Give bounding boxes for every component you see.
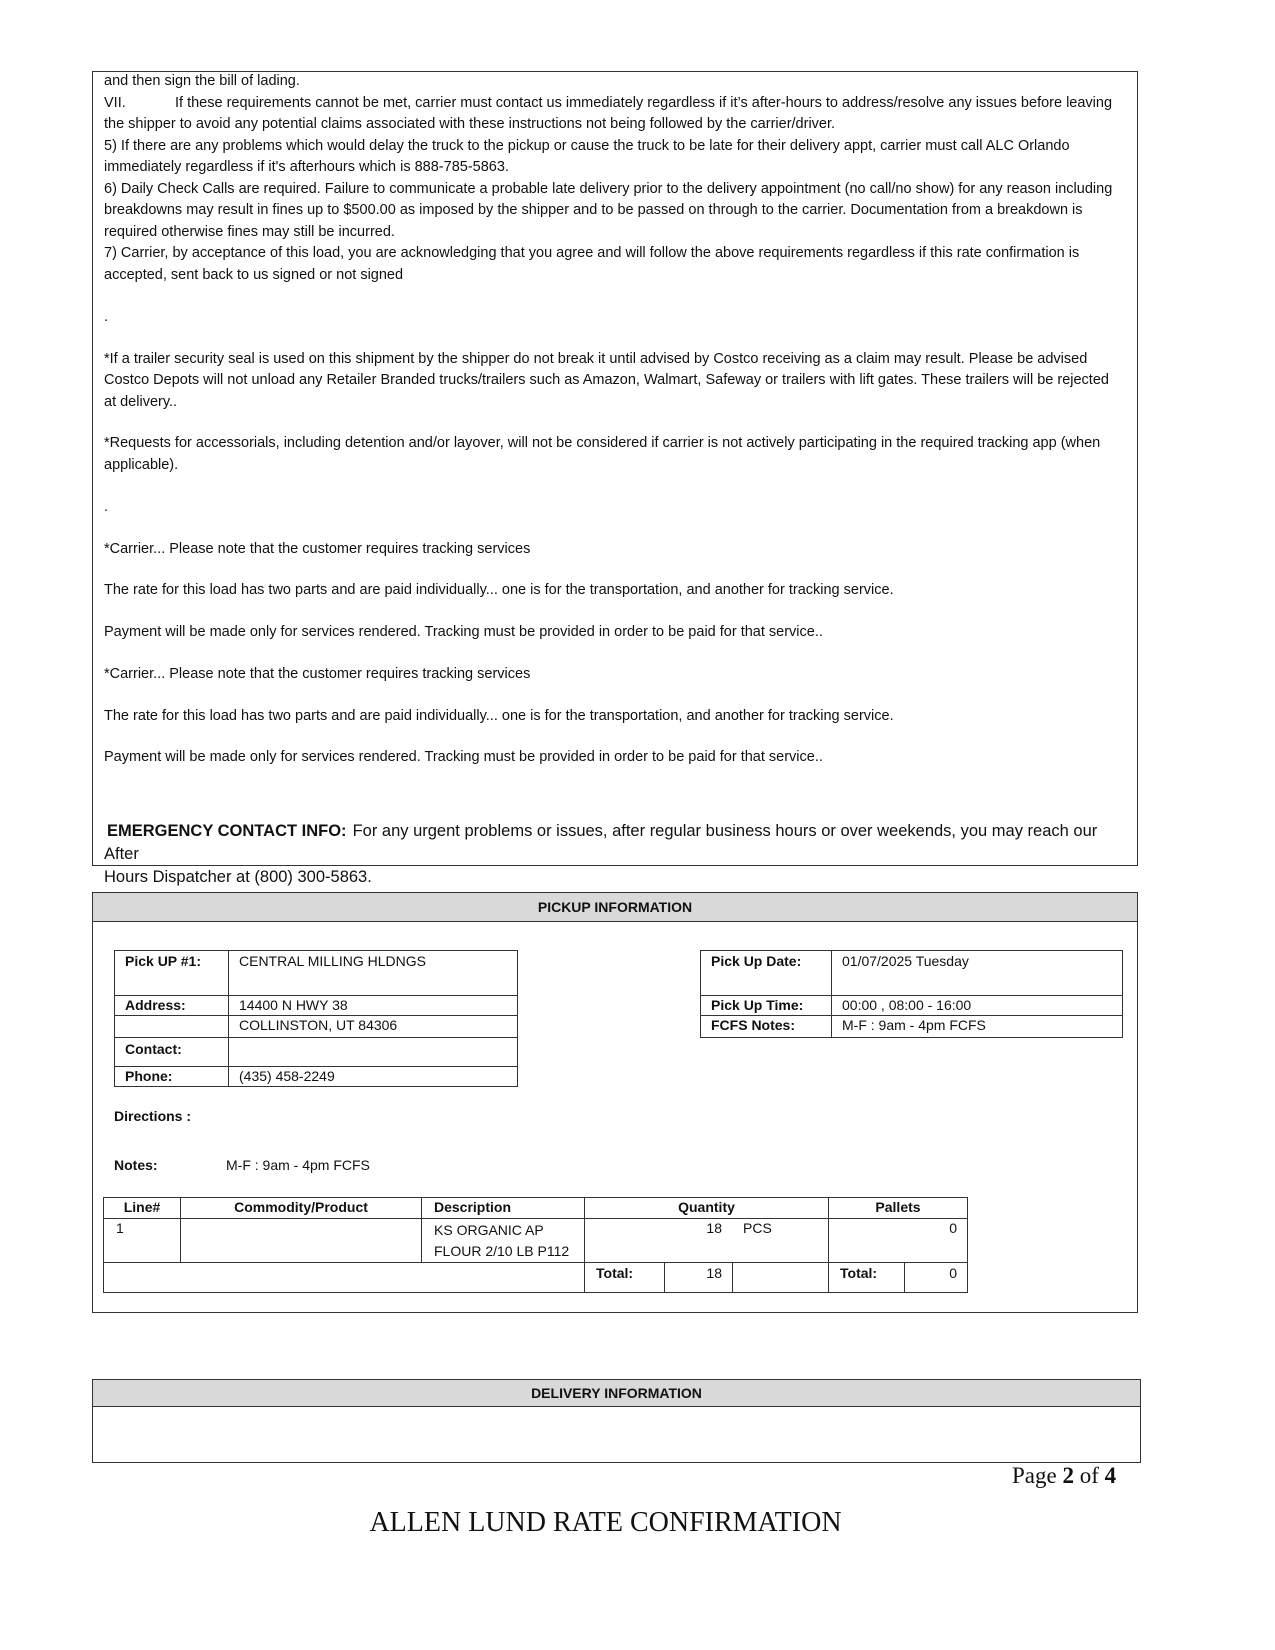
fcfs-notes-label: FCFS Notes:	[700, 1015, 832, 1038]
terms-line: 6) Daily Check Calls are required. Failure to communicate a probable late delivery prior to the delivery appointment (no call/no show) for any reason including	[104, 180, 1113, 197]
phone-label: Phone:	[114, 1066, 229, 1087]
emergency-label: EMERGENCY CONTACT INFO:	[107, 822, 347, 840]
col-header-pallets: Pallets	[828, 1197, 968, 1219]
delivery-header: DELIVERY INFORMATION	[93, 1380, 1140, 1407]
emergency-line-2: Hours Dispatcher at (800) 300-5863.	[104, 868, 372, 886]
directions-label: Directions :	[114, 1108, 192, 1124]
terms-line: breakdowns may result in fines up to $500.00 as imposed by the shipper and to be passed on through to the carrier. Documentation from a breakdown is	[104, 202, 1083, 218]
row-description-line-1: KS ORGANIC AP	[434, 1222, 544, 1238]
terms-line: The rate for this load has two parts and are paid individually... one is for the transportation, and another for tracking service.	[104, 707, 894, 724]
terms-line: *Carrier... Please note that the customer requires tracking services	[104, 540, 531, 557]
emergency-text: For any urgent problems or issues, after regular business hours or over weekends, you may reach our After	[104, 822, 1098, 863]
document-title: ALLEN LUND RATE CONFIRMATION	[369, 1507, 842, 1538]
terms-line: Payment will be made only for services rendered. Tracking must be provided in order to be paid for that service..	[104, 623, 823, 640]
address-line-1: 14400 N HWY 38	[228, 995, 518, 1016]
quantity-total-value: 18	[664, 1262, 733, 1293]
pallets-total-label: Total:	[828, 1262, 905, 1293]
terms-line: the shipper to avoid any potential claims associated with these instructions not being followed by the carrier/driver.	[104, 116, 836, 132]
terms-line: *If a trailer security seal is used on this shipment by the shipper do not break it until advised by Costco receiving as a claim may result. Please be advised	[104, 350, 1088, 367]
row-unit: PCS	[743, 1220, 772, 1236]
terms-line: Payment will be made only for services rendered. Tracking must be provided in order to be paid for that service..	[104, 749, 823, 765]
pickup-name: CENTRAL MILLING HLDNGS	[228, 950, 518, 996]
terms-line: *Carrier... Please note that the customer requires tracking services	[104, 666, 531, 682]
quantity-total-label: Total:	[584, 1262, 665, 1293]
page-of: of	[1073, 1463, 1105, 1488]
terms-line: and then sign the bill of lading.	[104, 73, 300, 89]
row-quantity: 18	[706, 1220, 722, 1236]
address-label: Address:	[114, 995, 229, 1016]
page-prefix: Page	[1012, 1463, 1063, 1488]
col-header-commodity: Commodity/Product	[180, 1197, 422, 1219]
terms-vii-number: VII.	[104, 94, 126, 111]
notes-label: Notes:	[114, 1157, 158, 1173]
terms-line: Costco Depots will not unload any Retailer Branded trucks/trailers such as Amazon, Walmart, Safeway or trailers with lift gates. These trailers will be rejected	[104, 372, 1109, 388]
terms-line: immediately regardless if it's afterhours which is 888-785-5863.	[104, 159, 509, 175]
pickup-time-label: Pick Up Time:	[700, 995, 832, 1016]
page-current: 2	[1062, 1463, 1074, 1488]
row-line-number: 1	[103, 1218, 181, 1263]
terms-line: 5) If there are any problems which would delay the truck to the pickup or cause the truck to be late for their delivery appt, carrier must call ALC Orlando	[104, 137, 1070, 154]
terms-line: .	[104, 499, 109, 515]
row-pallets: 0	[828, 1218, 968, 1263]
terms-vii	[104, 93, 1134, 115]
pickup-header: PICKUP INFORMATION	[93, 893, 1137, 922]
emergency-line-1	[104, 820, 1134, 866]
pallets-total-value: 0	[904, 1262, 968, 1293]
col-header-description: Description	[421, 1197, 585, 1219]
terms-vii-text: If these requirements cannot be met, carrier must contact us immediately regardless if it’s after-hours to address/resolve any issues before leaving	[175, 94, 1113, 111]
pickup-date-value: 01/07/2025 Tuesday	[831, 950, 1123, 996]
row-description	[421, 1218, 585, 1263]
address-line-2: COLLINSTON, UT 84306	[228, 1015, 518, 1038]
terms-line: The rate for this load has two parts and are paid individually... one is for the transportation, and another for tracking service.	[104, 582, 894, 598]
col-header-line: Line#	[103, 1197, 181, 1219]
terms-line: .	[104, 309, 109, 325]
pickup-time-value: 00:00 , 08:00 - 16:00	[831, 995, 1123, 1016]
col-header-quantity: Quantity	[584, 1197, 829, 1219]
row-commodity	[180, 1218, 422, 1263]
notes-value: M-F : 9am - 4pm FCFS	[226, 1157, 370, 1173]
emergency-contact	[104, 820, 1134, 889]
totals-row-blank	[103, 1262, 585, 1293]
quantity-total-unit	[732, 1262, 829, 1293]
terms-line: applicable).	[104, 456, 179, 473]
terms-line: *Requests for accessorials, including detention and/or layover, will not be considered if carrier is not actively participating in the required tracking app (when	[104, 435, 1101, 451]
contact-value	[228, 1037, 518, 1067]
phone-value: (435) 458-2249	[228, 1066, 518, 1087]
terms-line: 7) Carrier, by acceptance of this load, you are acknowledging that you agree and will follow the above requirements regardless if this rate confirmation is	[104, 245, 1080, 261]
pickup-date-label: Pick Up Date:	[700, 950, 832, 996]
terms-line: accepted, sent back to us signed or not signed	[104, 266, 404, 283]
contact-label: Contact:	[114, 1037, 229, 1067]
row-description-line-2: FLOUR 2/10 LB P112	[434, 1243, 570, 1259]
terms-line: at delivery..	[104, 393, 178, 410]
pickup-label: Pick UP #1:	[114, 950, 229, 996]
page-number	[1012, 1463, 1116, 1489]
page-total: 4	[1104, 1463, 1117, 1488]
fcfs-notes-value: M-F : 9am - 4pm FCFS	[831, 1015, 1123, 1038]
terms-text	[104, 71, 1134, 769]
address-label-blank	[114, 1015, 229, 1038]
terms-line: required otherwise fines may still be incurred.	[104, 223, 395, 240]
